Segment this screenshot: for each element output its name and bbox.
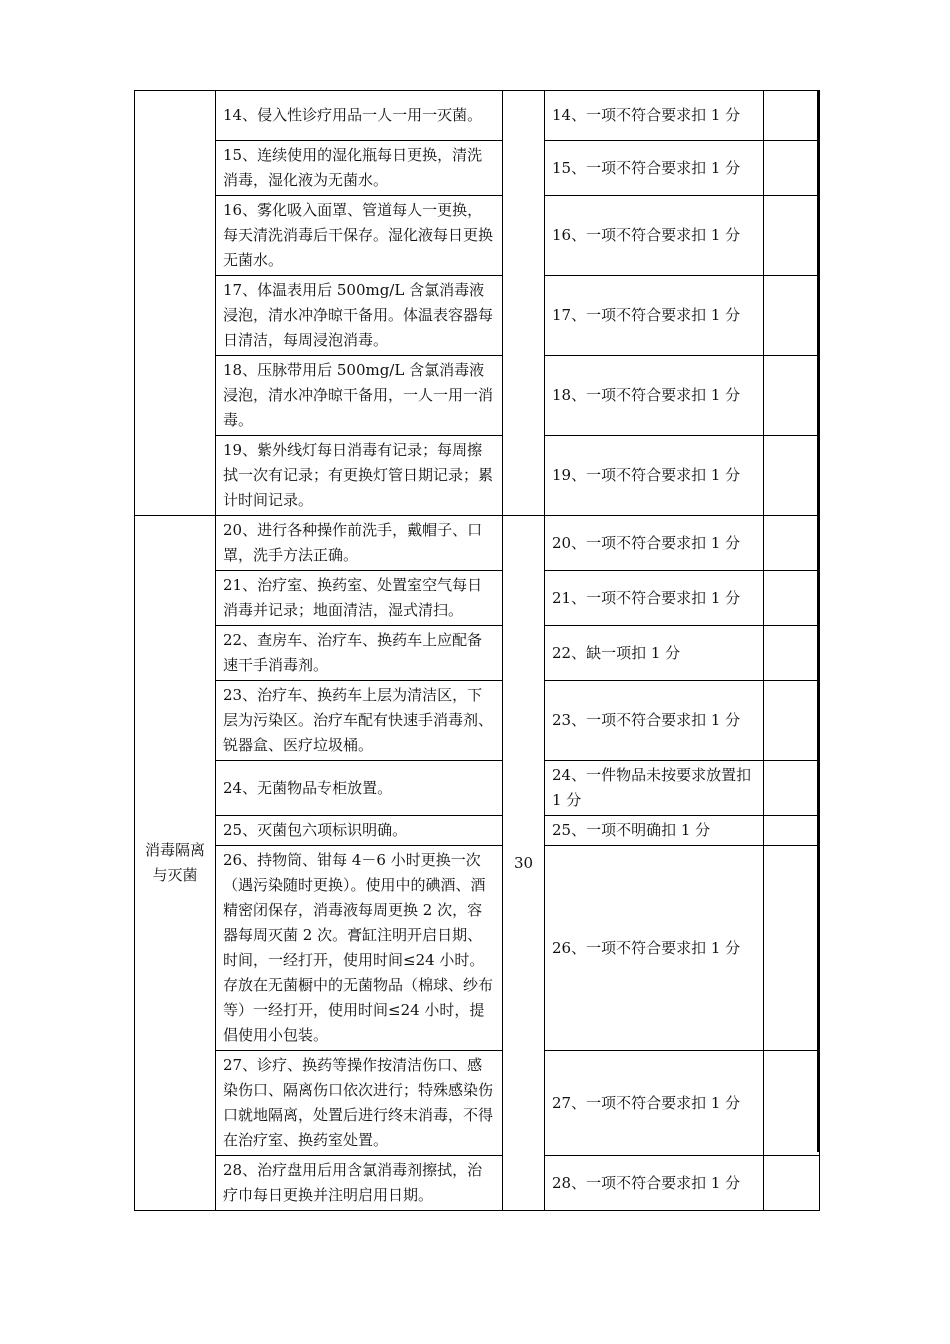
deduction-cell: 23、一项不符合要求扣 1 分 — [545, 681, 764, 761]
category-cell-empty — [135, 91, 216, 516]
table-row — [135, 516, 820, 571]
result-cell — [764, 761, 820, 816]
deduction-cell: 17、一项不符合要求扣 1 分 — [545, 276, 764, 356]
result-cell — [764, 626, 820, 681]
standard-cell: 27、诊疗、换药等操作按清洁伤口、感染伤口、隔离伤口依次进行；特殊感染伤口就地隔离，处置后进行终末消毒，不得在治疗室、换药室处置。 — [216, 1051, 503, 1156]
table-row — [135, 356, 820, 436]
table-row — [135, 141, 820, 196]
table-row — [135, 91, 820, 141]
table-row — [135, 681, 820, 761]
inspection-table — [134, 90, 820, 1211]
standard-cell: 25、灭菌包六项标识明确。 — [216, 816, 503, 846]
deduction-cell: 16、一项不符合要求扣 1 分 — [545, 196, 764, 276]
deduction-cell: 24、一件物品未按要求放置扣 1 分 — [545, 761, 764, 816]
table-row — [135, 196, 820, 276]
result-cell — [764, 1051, 820, 1156]
result-cell — [764, 846, 820, 1051]
deduction-cell: 14、一项不符合要求扣 1 分 — [545, 91, 764, 141]
table-right-border — [817, 90, 819, 1152]
deduction-cell: 27、一项不符合要求扣 1 分 — [545, 1051, 764, 1156]
table-row — [135, 571, 820, 626]
standard-cell: 17、体温表用后 500mg/L 含氯消毒液浸泡，清水冲净晾干备用。体温表容器每日清洁，每周浸泡消毒。 — [216, 276, 503, 356]
standard-cell: 28、治疗盘用后用含氯消毒剂擦拭，治疗巾每日更换并注明启用日期。 — [216, 1156, 503, 1211]
table-row — [135, 761, 820, 816]
result-cell — [764, 681, 820, 761]
deduction-cell: 19、一项不符合要求扣 1 分 — [545, 436, 764, 516]
deduction-cell: 20、一项不符合要求扣 1 分 — [545, 516, 764, 571]
standard-cell: 18、压脉带用后 500mg/L 含氯消毒液浸泡，清水冲净晾干备用，一人一用一消毒。 — [216, 356, 503, 436]
result-cell — [764, 1156, 820, 1211]
result-cell — [764, 436, 820, 516]
standard-cell: 24、无菌物品专柜放置。 — [216, 761, 503, 816]
deduction-cell: 26、一项不符合要求扣 1 分 — [545, 846, 764, 1051]
result-cell — [764, 276, 820, 356]
deduction-cell: 28、一项不符合要求扣 1 分 — [545, 1156, 764, 1211]
standard-cell: 20、进行各种操作前洗手，戴帽子、口罩，洗手方法正确。 — [216, 516, 503, 571]
standard-cell: 14、侵入性诊疗用品一人一用一灭菌。 — [216, 91, 503, 141]
standard-cell: 19、紫外线灯每日消毒有记录；每周擦拭一次有记录；有更换灯管日期记录；累计时间记录。 — [216, 436, 503, 516]
standard-cell: 22、查房车、治疗车、换药车上应配备速干手消毒剂。 — [216, 626, 503, 681]
result-cell — [764, 141, 820, 196]
deduction-cell: 15、一项不符合要求扣 1 分 — [545, 141, 764, 196]
table-row — [135, 436, 820, 516]
standard-cell: 16、雾化吸入面罩、管道每人一更换，每天清洗消毒后干保存。湿化液每日更换无菌水。 — [216, 196, 503, 276]
table-row — [135, 816, 820, 846]
result-cell — [764, 91, 820, 141]
table-row — [135, 846, 820, 1051]
standard-cell: 26、持物筒、钳每 4－6 小时更换一次（遇污染随时更换）。使用中的碘酒、酒精密闭保存，消毒液每周更换 2 次，容器每周灭菌 2 次。膏缸注明开启日期、时间，一经打开，使用时间≤24 小时。存放在无菌橱中的无菌物品（棉球、纱布等）一经打开，使用时间≤24 小时，提倡使用小包装。 — [216, 846, 503, 1051]
category-cell: 消毒隔离与灭菌 — [135, 516, 216, 1211]
deduction-cell: 22、缺一项扣 1 分 — [545, 626, 764, 681]
result-cell — [764, 816, 820, 846]
standard-cell: 23、治疗车、换药车上层为清洁区，下层为污染区。治疗车配有快速手消毒剂、锐器盒、医疗垃圾桶。 — [216, 681, 503, 761]
result-cell — [764, 356, 820, 436]
result-cell — [764, 571, 820, 626]
standard-cell: 21、治疗室、换药室、处置室空气每日消毒并记录；地面清洁，湿式清扫。 — [216, 571, 503, 626]
deduction-cell: 25、一项不明确扣 1 分 — [545, 816, 764, 846]
table-row — [135, 1051, 820, 1156]
score-cell-empty — [503, 91, 545, 516]
score-cell: 30 — [503, 516, 545, 1211]
deduction-cell: 18、一项不符合要求扣 1 分 — [545, 356, 764, 436]
table-row — [135, 276, 820, 356]
table-row — [135, 1156, 820, 1211]
deduction-cell: 21、一项不符合要求扣 1 分 — [545, 571, 764, 626]
table-row — [135, 626, 820, 681]
result-cell — [764, 196, 820, 276]
result-cell — [764, 516, 820, 571]
standard-cell: 15、连续使用的湿化瓶每日更换，清洗消毒，湿化液为无菌水。 — [216, 141, 503, 196]
